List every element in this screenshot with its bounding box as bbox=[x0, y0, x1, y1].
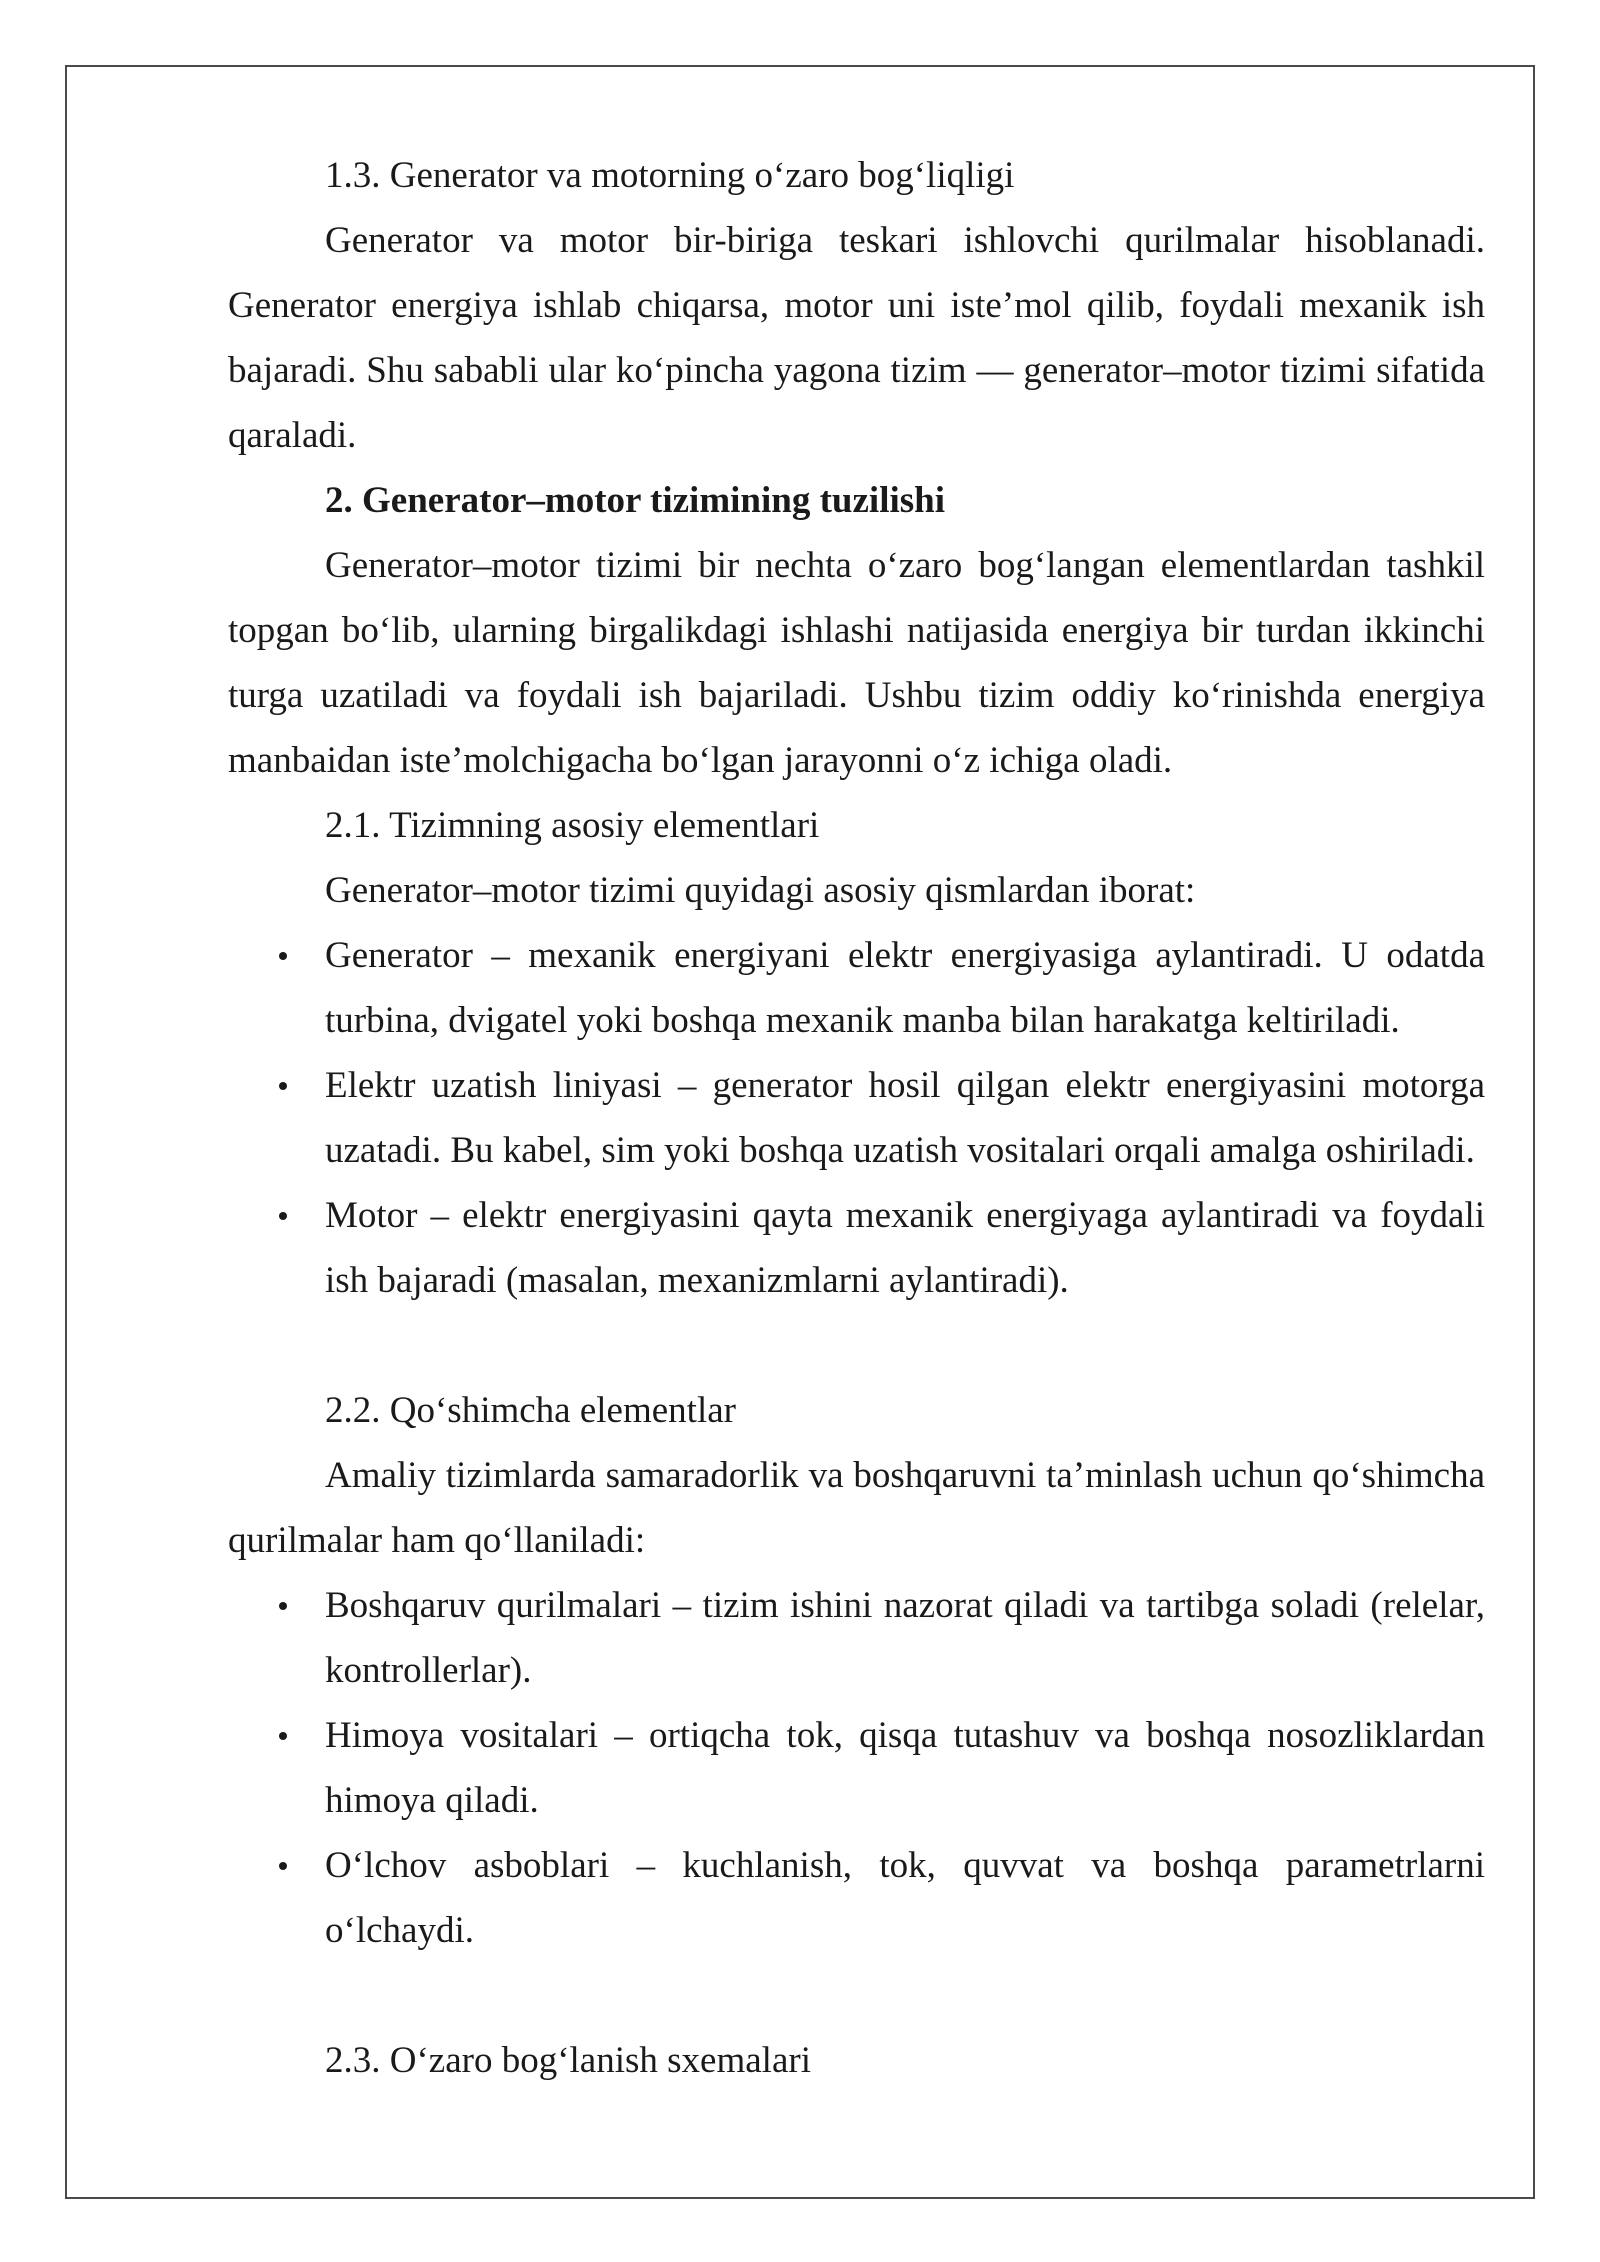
bullet-icon bbox=[279, 1732, 287, 1740]
bullet-list-2-1 bbox=[228, 923, 1485, 1313]
empty-line bbox=[228, 1313, 1485, 1378]
paragraph-line: qaraladi. bbox=[228, 415, 357, 456]
subsection-heading-2-2: 2.2. Qo‘shimcha elementlar bbox=[325, 1390, 736, 1431]
bullet-icon bbox=[279, 1082, 287, 1090]
paragraph-1 bbox=[228, 208, 1485, 468]
list-item-line: Himoya vositalari – ortiqcha tok, qisqa tutashuv va boshqa nosozliklardan bbox=[325, 1715, 1485, 1756]
bullet-icon bbox=[279, 952, 287, 960]
paragraph-line: topgan bo‘lib, ularning birgalikdagi ishlashi natijasida energiya bir turdan ikkinchi bbox=[228, 610, 1485, 651]
paragraph-line: Generator energiya ishlab chiqarsa, motor uni iste’mol qilib, foydali mexanik ish bbox=[228, 285, 1485, 326]
paragraph-line: Amaliy tizimlarda samaradorlik va boshqaruvni ta’minlash uchun qo‘shimcha bbox=[325, 1455, 1485, 1496]
subsection-heading-2-3: 2.3. O‘zaro bog‘lanish sxemalari bbox=[325, 2040, 811, 2081]
paragraph-line: manbaidan iste’molchigacha bo‘lgan jarayonni o‘z ichiga oladi. bbox=[228, 740, 1173, 781]
subsection-heading-2-1: 2.1. Tizimning asosiy elementlari bbox=[325, 805, 820, 846]
list-item-line: himoya qiladi. bbox=[325, 1780, 539, 1821]
bullet-list-2-2 bbox=[228, 1573, 1485, 1963]
list-item bbox=[228, 1833, 1485, 1963]
bullet-icon bbox=[279, 1602, 287, 1610]
list-item-line: Generator – mexanik energiyani elektr energiyasiga aylantiradi. U odatda bbox=[325, 935, 1485, 976]
bullet-icon bbox=[279, 1212, 287, 1220]
paragraph-line: Generator va motor bir-biriga teskari ishlovchi qurilmalar hisoblanadi. bbox=[325, 220, 1485, 261]
paragraph-line: bajaradi. Shu sababli ular ko‘pincha yagona tizim — generator–motor tizimi sifatida bbox=[228, 350, 1485, 391]
list-item bbox=[228, 923, 1485, 1053]
list-item-line: Motor – elektr energiyasini qayta mexanik energiyaga aylantiradi va foydali bbox=[325, 1195, 1485, 1236]
list-item bbox=[228, 1573, 1485, 1703]
bullet-icon bbox=[279, 1862, 287, 1870]
paragraph-line: qurilmalar ham qo‘llaniladi: bbox=[228, 1520, 646, 1561]
subsection-heading-1-3: 1.3. Generator va motorning o‘zaro bog‘liqligi bbox=[325, 155, 1015, 196]
paragraph-line: Generator–motor tizimi bir nechta o‘zaro bog‘langan elementlardan tashkil bbox=[325, 545, 1485, 586]
list-item-line: ish bajaradi (masalan, mexanizmlarni aylantiradi). bbox=[325, 1260, 1069, 1301]
list-item-line: turbina, dvigatel yoki boshqa mexanik manba bilan harakatga keltiriladi. bbox=[325, 1000, 1400, 1041]
list-item bbox=[228, 1183, 1485, 1313]
list-item-line: Boshqaruv qurilmalari – tizim ishini nazorat qiladi va tartibga soladi (relelar, bbox=[325, 1585, 1485, 1626]
list-item bbox=[228, 1703, 1485, 1833]
list-item-line: uzatadi. Bu kabel, sim yoki boshqa uzatish vositalari orqali amalga oshiriladi. bbox=[325, 1130, 1475, 1171]
page-content bbox=[228, 143, 1485, 2093]
list-item-line: kontrollerlar). bbox=[325, 1650, 532, 1691]
section-heading-2: 2. Generator–motor tizimining tuzilishi bbox=[325, 480, 946, 521]
list-item-line: Elektr uzatish liniyasi – generator hosil qilgan elektr energiyasini motorga bbox=[325, 1065, 1485, 1106]
list-item-line: o‘lchaydi. bbox=[325, 1910, 474, 1951]
paragraph-2-2 bbox=[228, 1443, 1485, 1573]
list-item bbox=[228, 1053, 1485, 1183]
paragraph-line: turga uzatiladi va foydali ish bajariladi. Ushbu tizim oddiy ko‘rinishda energiya bbox=[228, 675, 1485, 716]
list-intro-2-1: Generator–motor tizimi quyidagi asosiy qismlardan iborat: bbox=[325, 870, 1196, 911]
paragraph-2 bbox=[228, 533, 1485, 793]
list-item-line: O‘lchov asboblari – kuchlanish, tok, quvvat va boshqa parametrlarni bbox=[325, 1845, 1485, 1886]
empty-line bbox=[228, 1963, 1485, 2028]
